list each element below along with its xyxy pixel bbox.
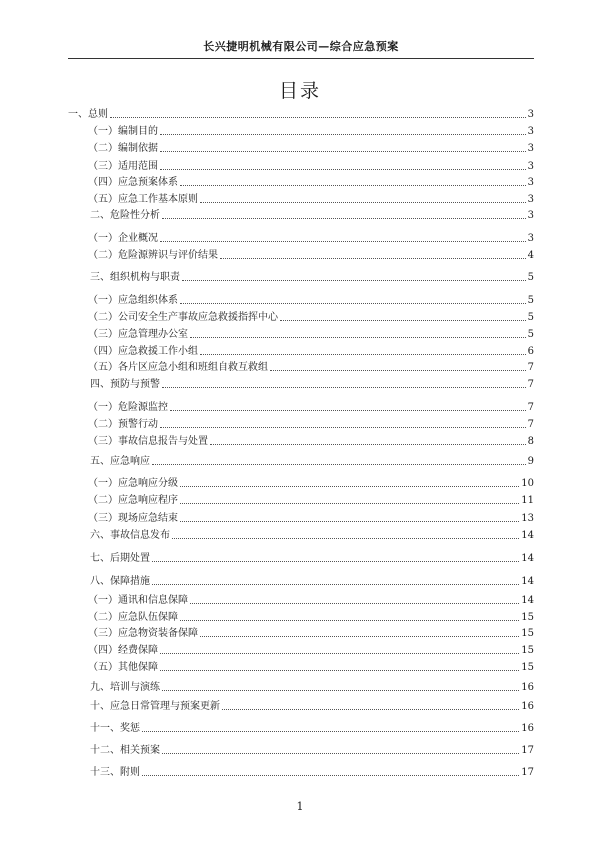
toc-dot-leader <box>162 217 526 219</box>
toc-entry-label: （四）应急预案体系 <box>88 177 178 188</box>
toc-entry[interactable] <box>68 310 534 324</box>
toc-entry-label: 三、组织机构与职责 <box>90 272 180 283</box>
toc-entry[interactable] <box>68 344 534 358</box>
toc-entry-label: （四）应急救援工作小组 <box>88 346 198 357</box>
toc-entry[interactable] <box>68 699 534 713</box>
toc-entry-label: 十一、奖惩 <box>90 723 140 734</box>
toc-entry-page: 4 <box>527 250 534 261</box>
toc-entry[interactable] <box>68 511 534 525</box>
toc-entry[interactable] <box>68 159 534 173</box>
toc-entry-label: 五、应急响应 <box>90 456 150 467</box>
toc-entry-label: （二）危险源辨识与评价结果 <box>88 250 218 261</box>
toc-entry[interactable] <box>68 141 534 155</box>
toc-entry-page: 5 <box>527 312 534 323</box>
toc-entry[interactable] <box>68 248 534 262</box>
toc-entry-label: （二）编制依据 <box>88 143 158 154</box>
toc-entry-label: 八、保障措施 <box>90 576 150 587</box>
toc-entry-page: 5 <box>527 295 534 306</box>
toc-dot-leader <box>170 409 526 411</box>
toc-dot-leader <box>180 619 519 621</box>
toc-entry[interactable] <box>68 107 534 121</box>
toc-entry-page: 3 <box>527 161 534 172</box>
toc-dot-leader <box>152 463 526 465</box>
toc-dot-leader <box>160 426 526 428</box>
toc-entry[interactable] <box>68 610 534 624</box>
toc-dot-leader <box>162 689 519 691</box>
toc-entry-label: （一）危险源监控 <box>88 402 168 413</box>
toc-dot-leader <box>190 336 526 338</box>
toc-entry-page: 7 <box>527 419 534 430</box>
toc-dot-leader <box>162 386 526 388</box>
toc-dot-leader <box>180 502 519 504</box>
toc-entry-label: 一、总则 <box>68 109 108 120</box>
toc-entry-label: 七、后期处置 <box>90 553 150 564</box>
toc-entry[interactable] <box>68 528 534 542</box>
toc-entry-page: 3 <box>527 233 534 244</box>
toc-dot-leader <box>160 240 526 242</box>
toc-dot-leader <box>182 279 526 281</box>
toc-dot-leader <box>280 319 526 321</box>
toc-entry-page: 7 <box>527 402 534 413</box>
toc-entry-page: 14 <box>521 530 534 541</box>
toc-entry[interactable] <box>68 417 534 431</box>
toc-entry[interactable] <box>68 434 534 448</box>
toc-entry-label: 十、应急日常管理与预案更新 <box>90 701 220 712</box>
toc-entry[interactable] <box>68 493 534 507</box>
toc-entry[interactable] <box>68 377 534 391</box>
toc-entry-label: （二）应急响应程序 <box>88 495 178 506</box>
toc-entry-label: （五）各片区应急小组和班组自救互救组 <box>88 362 268 373</box>
toc-entry-label: （三）应急物资装备保障 <box>88 628 198 639</box>
toc-entry[interactable] <box>68 270 534 284</box>
toc-entry-label: 十三、附则 <box>90 767 140 778</box>
toc-entry-page: 8 <box>527 436 534 447</box>
toc-entry[interactable] <box>68 400 534 414</box>
toc-entry[interactable] <box>68 593 534 607</box>
toc-entry-label: （五）应急工作基本原则 <box>88 194 198 205</box>
toc-entry-label: （二）应急队伍保障 <box>88 612 178 623</box>
toc-entry-page: 16 <box>521 701 534 712</box>
toc-entry[interactable] <box>68 124 534 138</box>
toc-entry-page: 3 <box>527 177 534 188</box>
toc-entry[interactable] <box>68 551 534 565</box>
toc-dot-leader <box>270 369 526 371</box>
toc-dot-leader <box>220 257 526 259</box>
page-number: 1 <box>296 800 304 813</box>
toc-entry[interactable] <box>68 192 534 206</box>
toc-entry-label: （五）其他保障 <box>88 662 158 673</box>
page-header: 长兴捷明机械有限公司—综合应急预案 <box>68 38 534 59</box>
toc-entry-label: （一）应急响应分级 <box>88 478 178 489</box>
toc-entry-page: 16 <box>521 723 534 734</box>
toc-dot-leader <box>160 652 519 654</box>
toc-dot-leader <box>152 583 519 585</box>
toc-entry-label: （一）企业概况 <box>88 233 158 244</box>
toc-entry-page: 14 <box>521 595 534 606</box>
toc-entry-page: 14 <box>521 553 534 564</box>
toc-entry-page: 17 <box>521 745 534 756</box>
toc-entry-page: 3 <box>527 194 534 205</box>
toc-entry-label: （一）编制目的 <box>88 126 158 137</box>
toc-entry[interactable] <box>68 208 534 222</box>
toc-dot-leader <box>142 774 519 776</box>
toc-entry[interactable] <box>68 327 534 341</box>
toc-entry-page: 15 <box>521 612 534 623</box>
toc-entry[interactable] <box>68 454 534 468</box>
toc-entry[interactable] <box>68 660 534 674</box>
toc-dot-leader <box>190 602 519 604</box>
toc-dot-leader <box>180 184 526 186</box>
toc-entry[interactable] <box>68 574 534 588</box>
toc-entry[interactable] <box>68 680 534 694</box>
toc-entry-page: 7 <box>527 379 534 390</box>
toc-entry-label: 二、危险性分析 <box>90 210 160 221</box>
toc-entry-page: 9 <box>527 456 534 467</box>
toc-dot-leader <box>222 708 519 710</box>
toc-entry-page: 13 <box>521 513 534 524</box>
toc-entry-page: 15 <box>521 662 534 673</box>
toc-entry-page: 15 <box>521 645 534 656</box>
toc-dot-leader <box>180 485 519 487</box>
toc-dot-leader <box>142 730 519 732</box>
toc-entry-label: （一）应急组织体系 <box>88 295 178 306</box>
toc-entry-page: 5 <box>527 272 534 283</box>
toc-entry-label: （三）现场应急结束 <box>88 513 178 524</box>
toc-entry-label: （三）应急管理办公室 <box>88 329 188 340</box>
toc-entry[interactable] <box>68 231 534 245</box>
toc-entry-label: （一）通讯和信息保障 <box>88 595 188 606</box>
toc-entry-page: 3 <box>527 126 534 137</box>
toc-entry-label: 十二、相关预案 <box>90 745 160 756</box>
toc-dot-leader <box>200 201 526 203</box>
toc-entry[interactable] <box>68 721 534 735</box>
toc-entry-page: 17 <box>521 767 534 778</box>
toc-entry[interactable] <box>68 743 534 757</box>
toc-entry[interactable] <box>68 476 534 490</box>
toc-entry-label: 四、预防与预警 <box>90 379 160 390</box>
toc-dot-leader <box>160 150 526 152</box>
toc-title: 目录 <box>278 80 321 102</box>
toc-entry-page: 3 <box>527 109 534 120</box>
toc-entry-label: （二）公司安全生产事故应急救援指挥中心 <box>88 312 278 323</box>
toc-dot-leader <box>160 168 526 170</box>
toc-entry-page: 16 <box>521 682 534 693</box>
toc-dot-leader <box>200 353 526 355</box>
toc-entry-page: 3 <box>527 210 534 221</box>
toc-entry[interactable] <box>68 643 534 657</box>
toc-dot-leader <box>210 443 526 445</box>
toc-entry-page: 7 <box>527 362 534 373</box>
toc-entry-label: 九、培训与演练 <box>90 682 160 693</box>
toc-entry-page: 14 <box>521 576 534 587</box>
toc-dot-leader <box>172 537 519 539</box>
toc-entry[interactable] <box>68 765 534 779</box>
toc-entry[interactable] <box>68 175 534 189</box>
toc-entry-label: （四）经费保障 <box>88 645 158 656</box>
toc-entry-page: 6 <box>527 346 534 357</box>
toc-dot-leader <box>162 752 519 754</box>
toc-dot-leader <box>180 302 526 304</box>
toc-dot-leader <box>110 116 526 118</box>
toc-entry-page: 3 <box>527 143 534 154</box>
toc-entry-label: （三）适用范围 <box>88 161 158 172</box>
toc-entry-page: 15 <box>521 628 534 639</box>
toc-entry-page: 10 <box>521 478 534 489</box>
toc-entry[interactable] <box>68 293 534 307</box>
toc-entry-page: 5 <box>527 329 534 340</box>
toc-entry[interactable] <box>68 360 534 374</box>
toc-entry-label: （三）事故信息报告与处置 <box>88 436 208 447</box>
toc-dot-leader <box>200 635 519 637</box>
toc-entry-page: 11 <box>521 495 534 506</box>
toc-entry[interactable] <box>68 626 534 640</box>
toc-dot-leader <box>160 669 519 671</box>
toc-dot-leader <box>160 133 526 135</box>
toc-entry-label: （二）预警行动 <box>88 419 158 430</box>
toc-entry-label: 六、事故信息发布 <box>90 530 170 541</box>
toc-dot-leader <box>152 560 519 562</box>
toc-dot-leader <box>180 520 519 522</box>
